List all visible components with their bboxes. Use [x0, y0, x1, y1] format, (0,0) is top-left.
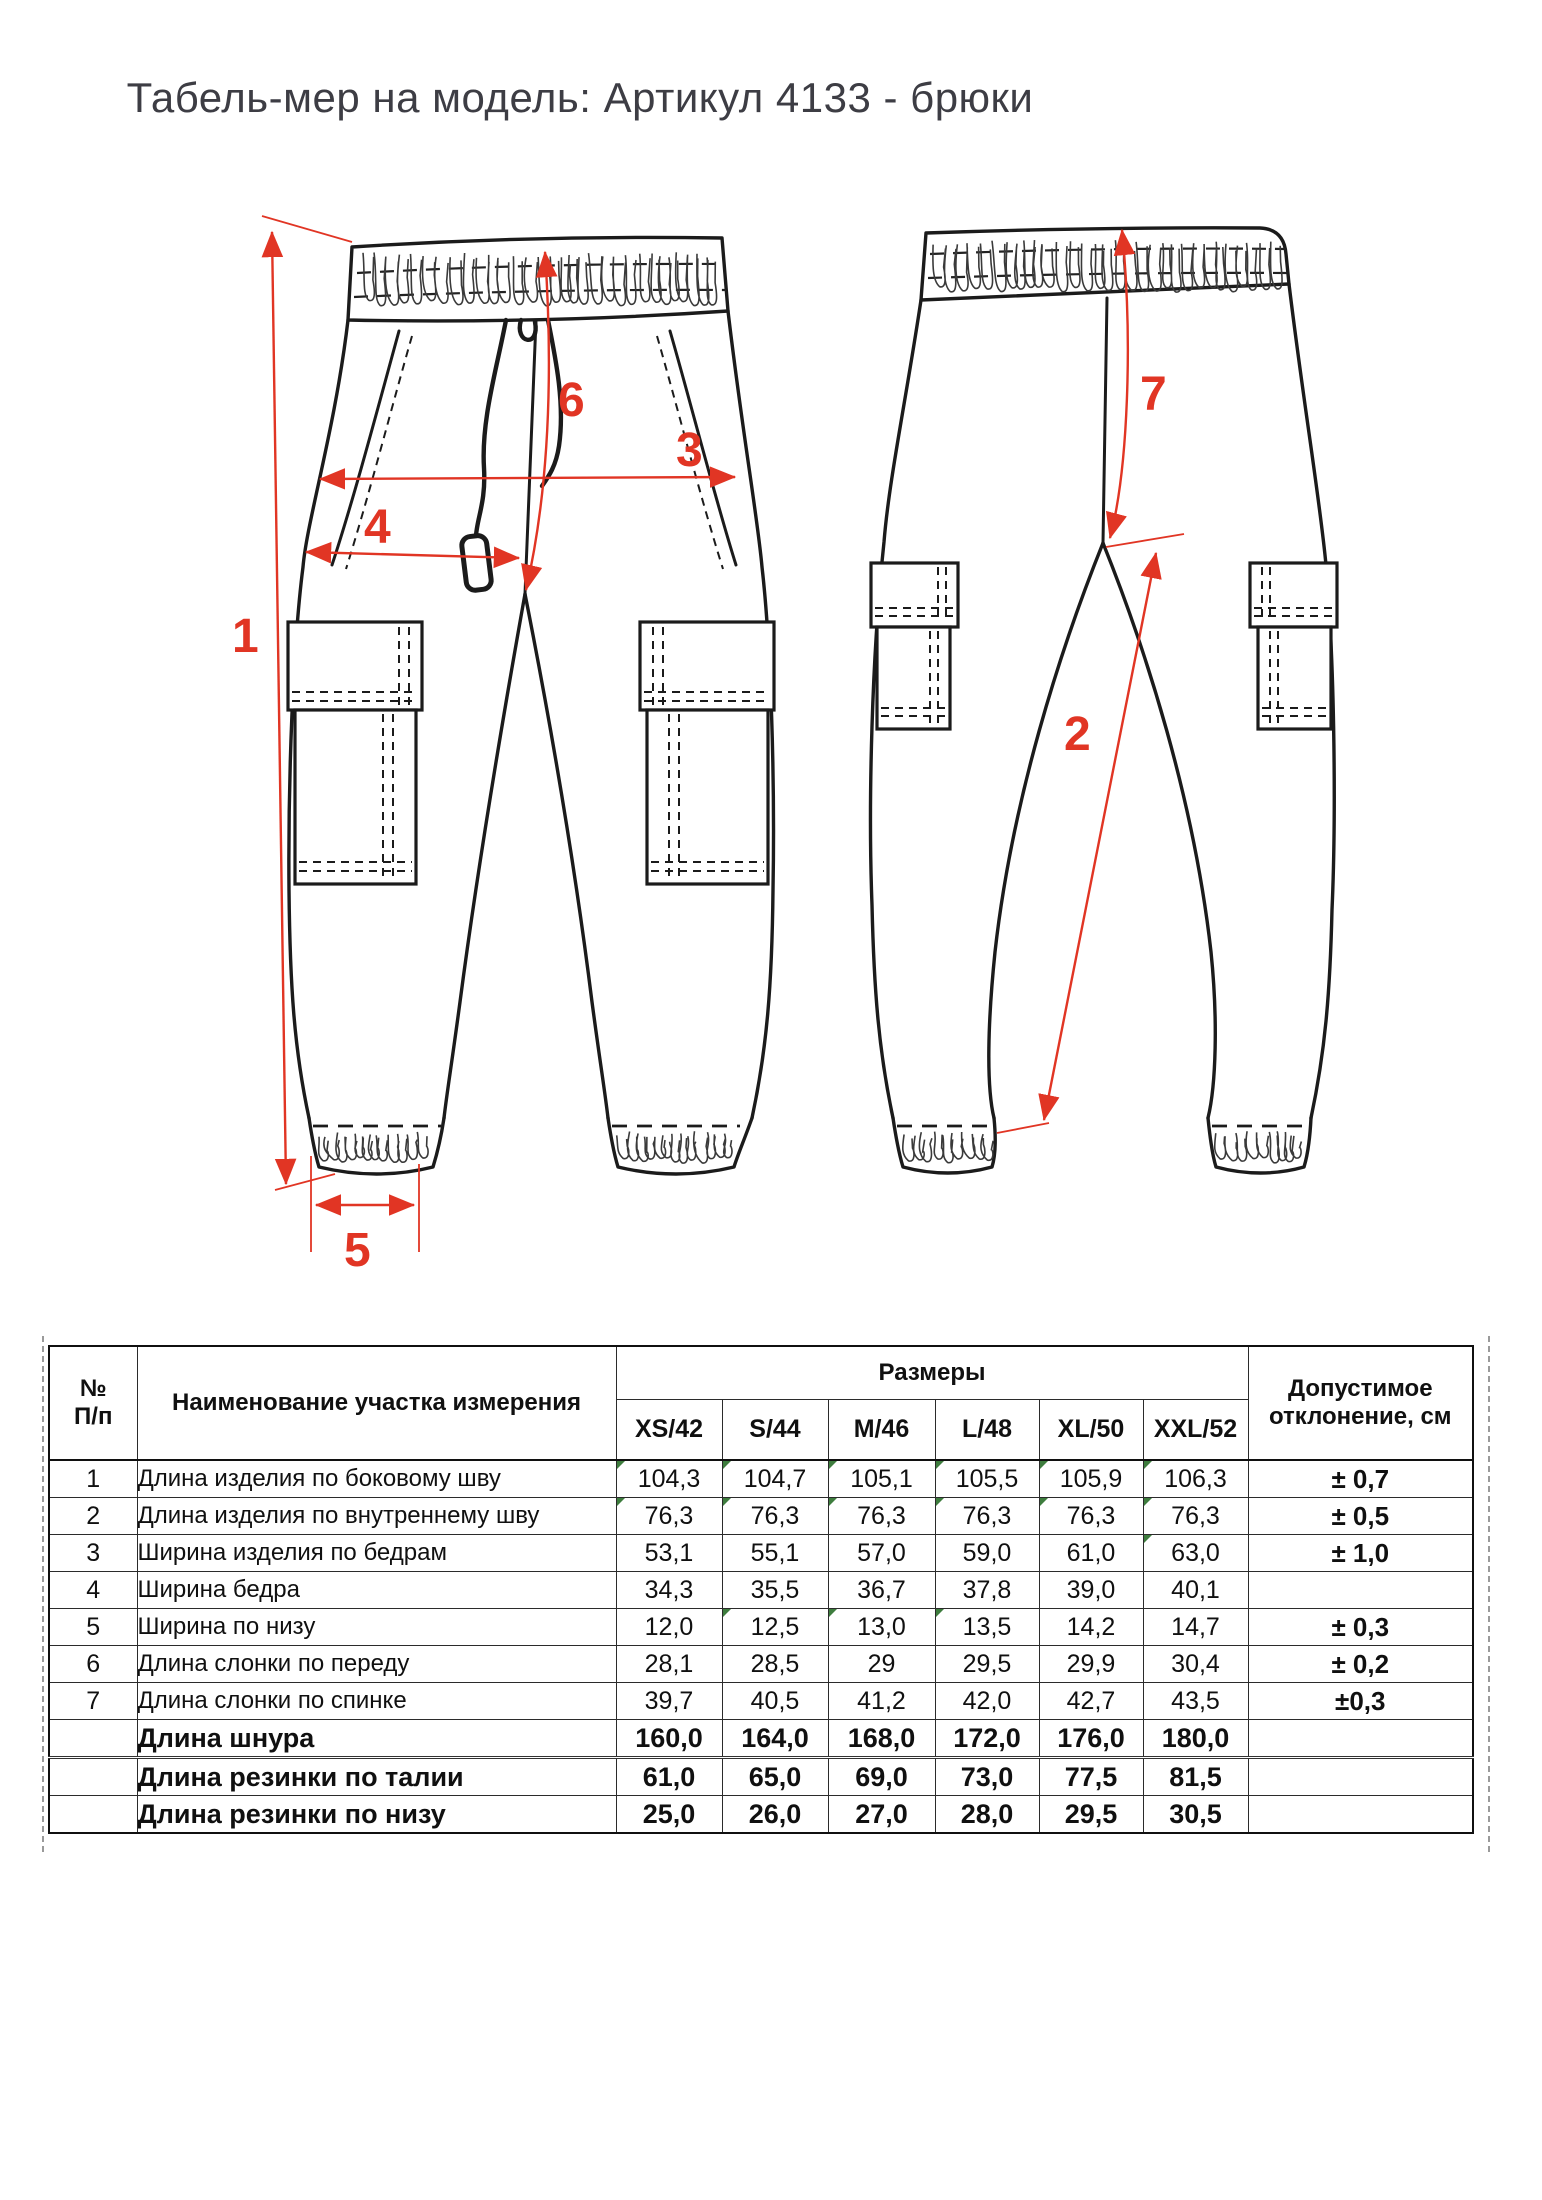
- value-cell: 14,7: [1143, 1609, 1248, 1646]
- table-row: [49, 1720, 1473, 1758]
- measure-name-cell: Ширина по низу: [137, 1609, 616, 1646]
- value-cell: 76,3: [1039, 1498, 1143, 1535]
- value-cell: 30,4: [1143, 1646, 1248, 1683]
- dim-line-2: [1044, 553, 1156, 1120]
- table-header-row: [49, 1346, 1473, 1400]
- value-cell: 81,5: [1143, 1758, 1248, 1796]
- table-row: [49, 1683, 1473, 1720]
- value-cell: 29: [828, 1646, 935, 1683]
- value-cell: 106,3: [1143, 1460, 1248, 1498]
- value-cell: 25,0: [616, 1796, 722, 1834]
- cuff-elastic-stitch: [617, 1131, 732, 1163]
- value-cell: 176,0: [1039, 1720, 1143, 1758]
- row-number-cell: [49, 1720, 137, 1758]
- value-cell: 28,5: [722, 1646, 828, 1683]
- value-cell: 29,9: [1039, 1646, 1143, 1683]
- value-cell: 61,0: [1039, 1535, 1143, 1572]
- value-cell: 104,3: [616, 1460, 722, 1498]
- col-header-size-l: L/48: [935, 1400, 1039, 1461]
- col-header-name: Наименование участка измерения: [137, 1346, 616, 1460]
- drawstring-cord: [476, 320, 506, 536]
- col-header-size-m: M/46: [828, 1400, 935, 1461]
- value-cell: 104,7: [722, 1460, 828, 1498]
- value-cell: 39,7: [616, 1683, 722, 1720]
- col-header-size-xl: XL/50: [1039, 1400, 1143, 1461]
- table-row: [49, 1646, 1473, 1683]
- col-header-allowance: Допустимое отклонение, см: [1248, 1346, 1473, 1460]
- table-row: [49, 1758, 1473, 1796]
- cuff-elastic-stitch: [319, 1132, 428, 1162]
- value-cell: 73,0: [935, 1758, 1039, 1796]
- allowance-cell: ± 0,2: [1248, 1646, 1473, 1683]
- allowance-cell: [1248, 1758, 1473, 1796]
- value-cell: 14,2: [1039, 1609, 1143, 1646]
- row-number-cell: [49, 1758, 137, 1796]
- value-cell: 65,0: [722, 1758, 828, 1796]
- value-cell: 76,3: [616, 1498, 722, 1535]
- value-cell: 43,5: [1143, 1683, 1248, 1720]
- dim-line-3: [320, 477, 735, 479]
- value-cell: 57,0: [828, 1535, 935, 1572]
- value-cell: 42,0: [935, 1683, 1039, 1720]
- table-row: [49, 1572, 1473, 1609]
- allowance-cell: ± 0,5: [1248, 1498, 1473, 1535]
- measure-name-cell: Длина слонки по переду: [137, 1646, 616, 1683]
- center-back-seam: [1103, 298, 1107, 543]
- value-cell: 13,5: [935, 1609, 1039, 1646]
- col-header-size-xs: XS/42: [616, 1400, 722, 1461]
- value-cell: 27,0: [828, 1796, 935, 1834]
- allowance-cell: [1248, 1572, 1473, 1609]
- col-header-number: № П/п: [49, 1346, 137, 1460]
- value-cell: 61,0: [616, 1758, 722, 1796]
- dim-line-1: [272, 232, 286, 1184]
- table-row: [49, 1796, 1473, 1834]
- value-cell: 29,5: [1039, 1796, 1143, 1834]
- allowance-cell: ± 0,7: [1248, 1460, 1473, 1498]
- measure-name-cell: Длина изделия по боковому шву: [137, 1460, 616, 1498]
- value-cell: 76,3: [1143, 1498, 1248, 1535]
- measurement-table: [48, 1345, 1474, 1834]
- value-cell: 105,9: [1039, 1460, 1143, 1498]
- measure-name-cell: Длина резинки по талии: [137, 1758, 616, 1796]
- value-cell: 53,1: [616, 1535, 722, 1572]
- measure-table-body: [49, 1460, 1473, 1833]
- row-number-cell: 3: [49, 1535, 137, 1572]
- dimension-label: 5: [344, 1224, 371, 1277]
- page-break-line: [1488, 1336, 1490, 1852]
- measure-name-cell: Длина шнура: [137, 1720, 616, 1758]
- value-cell: 55,1: [722, 1535, 828, 1572]
- value-cell: 13,0: [828, 1609, 935, 1646]
- allowance-cell: [1248, 1720, 1473, 1758]
- cargo-pocket-front-right: [640, 622, 774, 884]
- value-cell: 40,1: [1143, 1572, 1248, 1609]
- value-cell: 26,0: [722, 1796, 828, 1834]
- measure-name-cell: Длина резинки по низу: [137, 1796, 616, 1834]
- pants-front-view: [288, 237, 774, 1174]
- dimension-label: 7: [1140, 368, 1167, 421]
- allowance-cell: [1248, 1796, 1473, 1834]
- measure-name-cell: Длина слонки по спинке: [137, 1683, 616, 1720]
- measure-name-cell: Ширина бедра: [137, 1572, 616, 1609]
- row-number-cell: 7: [49, 1683, 137, 1720]
- value-cell: 76,3: [935, 1498, 1039, 1535]
- table-row: [49, 1498, 1473, 1535]
- value-cell: 29,5: [935, 1646, 1039, 1683]
- col-header-sizes-group: Размеры: [616, 1346, 1248, 1400]
- value-cell: 30,5: [1143, 1796, 1248, 1834]
- dimension-label: 3: [676, 424, 703, 477]
- value-cell: 172,0: [935, 1720, 1039, 1758]
- page-title: Табель-мер на модель: Артикул 4133 - брюки: [126, 74, 1034, 121]
- col-header-size-xxl: XXL/52: [1143, 1400, 1248, 1461]
- value-cell: 59,0: [935, 1535, 1039, 1572]
- value-cell: 77,5: [1039, 1758, 1143, 1796]
- value-cell: 28,0: [935, 1796, 1039, 1834]
- value-cell: 76,3: [722, 1498, 828, 1535]
- value-cell: 164,0: [722, 1720, 828, 1758]
- value-cell: 69,0: [828, 1758, 935, 1796]
- measure-name-cell: Длина изделия по внутреннему шву: [137, 1498, 616, 1535]
- allowance-cell: ±0,3: [1248, 1683, 1473, 1720]
- allowance-cell: ± 1,0: [1248, 1535, 1473, 1572]
- cuff-elastic-stitch: [903, 1132, 993, 1163]
- cargo-pocket-front-left: [288, 622, 422, 884]
- table-row: [49, 1460, 1473, 1498]
- row-number-cell: 5: [49, 1609, 137, 1646]
- value-cell: 180,0: [1143, 1720, 1248, 1758]
- dimension-label: 6: [558, 374, 585, 427]
- page-break-line: [42, 1336, 44, 1852]
- value-cell: 76,3: [828, 1498, 935, 1535]
- col-header-size-s: S/44: [722, 1400, 828, 1461]
- row-number-cell: 2: [49, 1498, 137, 1535]
- value-cell: 12,5: [722, 1609, 828, 1646]
- row-number-cell: 4: [49, 1572, 137, 1609]
- dimension-label: 1: [232, 610, 259, 663]
- value-cell: 36,7: [828, 1572, 935, 1609]
- waistband-elastic-stitch: [363, 252, 717, 306]
- value-cell: 160,0: [616, 1720, 722, 1758]
- dimension-label: 2: [1064, 708, 1091, 761]
- row-number-cell: [49, 1796, 137, 1834]
- value-cell: 28,1: [616, 1646, 722, 1683]
- value-cell: 105,1: [828, 1460, 935, 1498]
- cargo-pocket-back-right: [1250, 563, 1337, 729]
- value-cell: 105,5: [935, 1460, 1039, 1498]
- row-number-cell: 1: [49, 1460, 137, 1498]
- table-row: [49, 1609, 1473, 1646]
- measure-name-cell: Ширина изделия по бедрам: [137, 1535, 616, 1572]
- cargo-pocket-back-left: [871, 563, 958, 729]
- dimension-label: 4: [364, 501, 391, 554]
- value-cell: 41,2: [828, 1683, 935, 1720]
- value-cell: 39,0: [1039, 1572, 1143, 1609]
- pants-back-view: [871, 228, 1338, 1173]
- value-cell: 63,0: [1143, 1535, 1248, 1572]
- table-row: [49, 1535, 1473, 1572]
- value-cell: 35,5: [722, 1572, 828, 1609]
- allowance-cell: ± 0,3: [1248, 1609, 1473, 1646]
- dim-line-6: [526, 252, 549, 590]
- value-cell: 12,0: [616, 1609, 722, 1646]
- value-cell: 37,8: [935, 1572, 1039, 1609]
- cuff-elastic-stitch: [1215, 1131, 1302, 1163]
- value-cell: 168,0: [828, 1720, 935, 1758]
- row-number-cell: 6: [49, 1646, 137, 1683]
- value-cell: 34,3: [616, 1572, 722, 1609]
- value-cell: 40,5: [722, 1683, 828, 1720]
- value-cell: 42,7: [1039, 1683, 1143, 1720]
- drawstring-aglet: [461, 535, 492, 592]
